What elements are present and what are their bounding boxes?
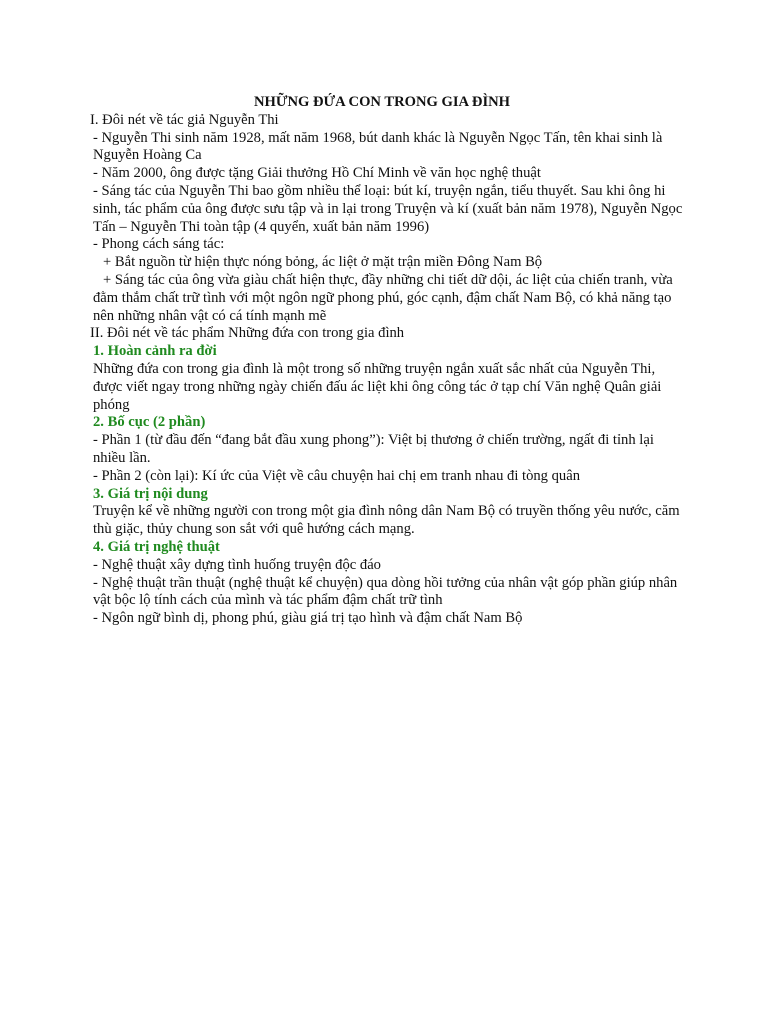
document-page [90, 94, 683, 628]
art-value-language: - Ngôn ngữ bình dị, phong phú, giàu giá trị tạo hình và đậm chất Nam Bộ [93, 610, 523, 627]
subheading-content-value: 3. Giá trị nội dung [93, 485, 208, 502]
subheading-context: 1. Hoàn cảnh ra đời [93, 343, 217, 360]
structure-part-2: - Phần 2 (còn lại): Kí ức của Việt về câu chuyện hai chị em tranh nhau đi tòng quân [93, 467, 580, 484]
style-point-character: + Sáng tác của ông vừa giàu chất hiện thực, đầy những chi tiết dữ dội, ác liệt của chiến tranh, vừa đằm thắm chất trữ tình với một ngôn ngữ phong phú, góc cạnh, đậm chất Nam Bộ, có khả năng tạo nên những nhân vật có cá tính mạnh mẽ [93, 271, 673, 324]
art-value-narration: - Nghệ thuật trần thuật (nghệ thuật kể chuyện) qua dòng hồi tưởng của nhân vật góp phần giúp nhân vật bộc lộ tính cách của mình và tác phẩm đậm chất trữ tình [93, 574, 678, 609]
context-text: Những đứa con trong gia đình là một trong số những truyện ngắn xuất sắc nhất của Nguyễn Thi, được viết ngay trong những ngày chiến đấu ác liệt khi ông công tác ở tạp chí Văn nghệ Quân giải phóng [93, 360, 662, 413]
subheading-structure: 2. Bố cục (2 phần) [93, 414, 206, 431]
author-line-award: - Năm 2000, ông được tặng Giải thưởng Hồ Chí Minh về văn học nghệ thuật [93, 165, 541, 182]
art-value-situation: - Nghệ thuật xây dựng tình huống truyện độc đáo [93, 556, 381, 573]
author-line-style: - Phong cách sáng tác: [93, 236, 225, 253]
content-value-text: Truyện kể về những người con trong một gia đình nông dân Nam Bộ có truyền thống yêu nước, căm thù giặc, thủy chung son sắt với quê hướng cách mạng. [93, 503, 680, 538]
author-line-birth: - Nguyễn Thi sinh năm 1928, mất năm 1968, bút danh khác là Nguyễn Ngọc Tấn, tên khai sinh là Nguyễn Hoàng Ca [93, 129, 663, 164]
document-title: NHỮNG ĐỨA CON TRONG GIA ĐÌNH [253, 94, 511, 110]
structure-part-1: - Phần 1 (từ đầu đến “đang bắt đầu xung phong”): Việt bị thương ở chiến trường, ngất đi tỉnh lại nhiều lần. [93, 432, 654, 466]
subheading-art-value: 4. Giá trị nghệ thuật [93, 538, 220, 555]
author-line-works: - Sáng tác của Nguyễn Thi bao gồm nhiều thể loại: bút kí, truyện ngắn, tiểu thuyết. Sau khi ông hi sinh, tác phẩm của ông được sưu tập và in lại trong Truyện và kí (xuất bản năm 1978), Nguyễn Ngọc Tấn – Nguyễn Thi toàn tập (4 quyển, xuất bản năm 1996) [93, 182, 683, 235]
style-point-origin: + Bắt nguồn từ hiện thực nóng bỏng, ác liệt ở mặt trận miền Đông Nam Bộ [103, 254, 543, 271]
section-heading-author: I. Đôi nét về tác giả Nguyễn Thi [90, 111, 279, 128]
section-heading-work: II. Đôi nét về tác phẩm Những đứa con trong gia đình [90, 325, 405, 342]
